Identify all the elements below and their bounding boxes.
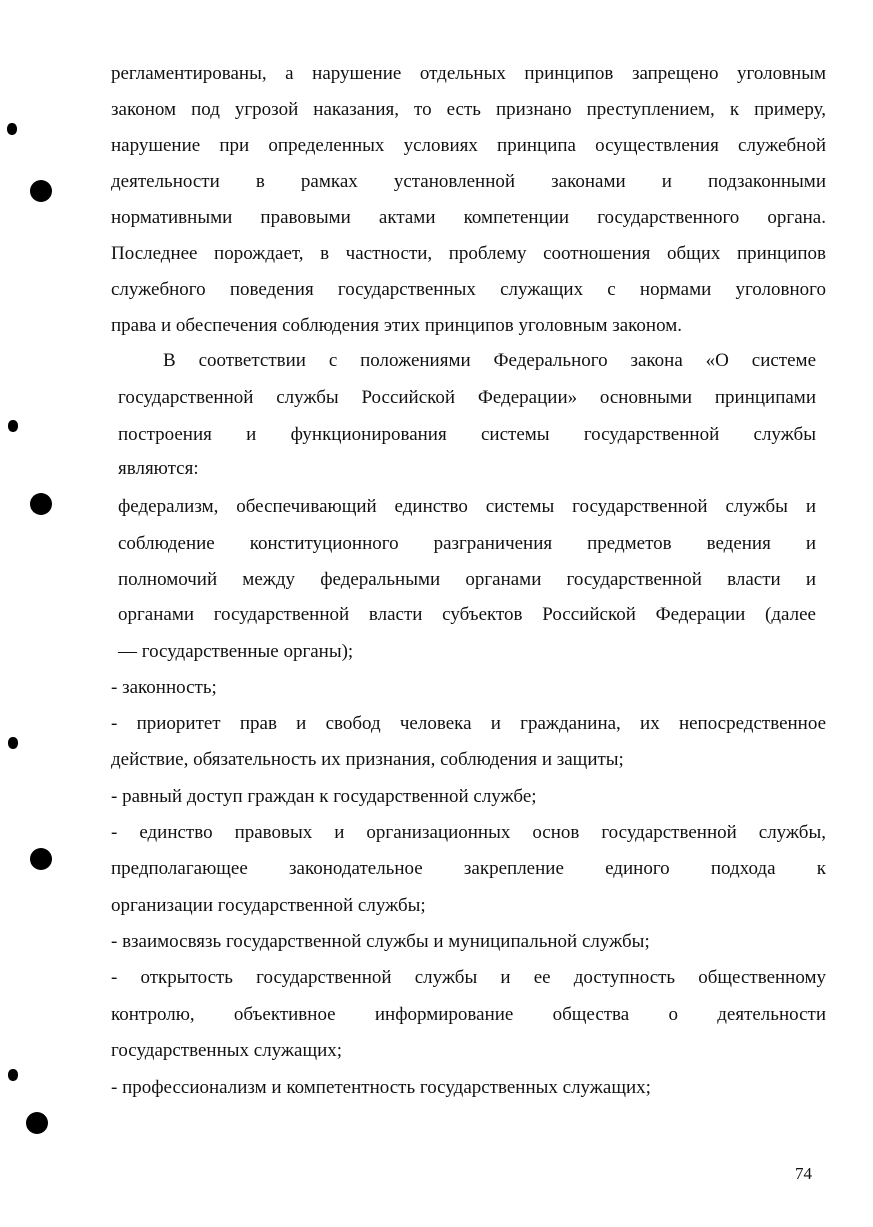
page-number: 74	[795, 1164, 812, 1183]
punch-hole-mark	[26, 1112, 48, 1134]
list-item: - открытость государственной службы и ее доступность общественному	[111, 967, 826, 988]
punch-hole-mark	[8, 737, 18, 749]
list-item: - приоритет прав и свобод человека и гражданина, их непосредственное	[111, 713, 826, 734]
text-line: Последнее порождает, в частности, проблему соотношения общих принципов	[111, 243, 826, 264]
text-line: деятельности в рамках установленной законами и подзаконными	[111, 171, 826, 192]
list-item: органами государственной власти субъектов Российской Федерации (далее	[118, 604, 816, 625]
list-item: - равный доступ граждан к государственной службе;	[111, 786, 537, 807]
punch-hole-mark	[8, 1069, 18, 1081]
text-line: законом под угрозой наказания, то есть признано преступлением, к примеру,	[111, 99, 826, 120]
list-item: - единство правовых и организационных основ государственной службы,	[111, 822, 826, 843]
list-item: - законность;	[111, 677, 217, 698]
list-item: организации государственной службы;	[111, 895, 426, 916]
text-line: государственной службы Российской Федерации» основными принципами	[118, 387, 816, 408]
list-item: федерализм, обеспечивающий единство системы государственной службы и	[118, 496, 816, 517]
text-line: права и обеспечения соблюдения этих принципов уголовным законом.	[111, 315, 683, 336]
text-line: В соответствии с положениями Федерального закона «О системе	[163, 350, 816, 371]
list-item: - взаимосвязь государственной службы и муниципальной службы;	[111, 931, 650, 952]
punch-hole-mark	[30, 493, 52, 515]
list-item: действие, обязательность их признания, соблюдения и защиты;	[111, 749, 624, 770]
punch-hole-mark	[30, 848, 52, 870]
text-line: служебного поведения государственных служащих с нормами уголовного	[111, 279, 826, 300]
text-line: регламентированы, а нарушение отдельных принципов запрещено уголовным	[111, 63, 826, 84]
text-line: нарушение при определенных условиях принципа осуществления служебной	[111, 135, 826, 156]
list-item: соблюдение конституционного разграничения предметов ведения и	[118, 533, 816, 554]
list-item: полномочий между федеральными органами государственной власти и	[118, 569, 816, 590]
list-item: предполагающее законодательное закрепление единого подхода к	[111, 858, 826, 879]
list-item: - профессионализм и компетентность государственных служащих;	[111, 1077, 651, 1098]
punch-hole-mark	[8, 420, 18, 432]
text-line: являются:	[118, 458, 199, 479]
list-item: государственных служащих;	[111, 1040, 343, 1061]
punch-hole-mark	[7, 123, 17, 135]
text-line: построения и функционирования системы государственной службы	[118, 424, 816, 445]
text-line: нормативными правовыми актами компетенции государственного органа.	[111, 207, 826, 228]
punch-hole-mark	[30, 180, 52, 202]
list-item: контролю, объективное информирование общества о деятельности	[111, 1004, 826, 1025]
list-item: — государственные органы);	[118, 641, 354, 662]
